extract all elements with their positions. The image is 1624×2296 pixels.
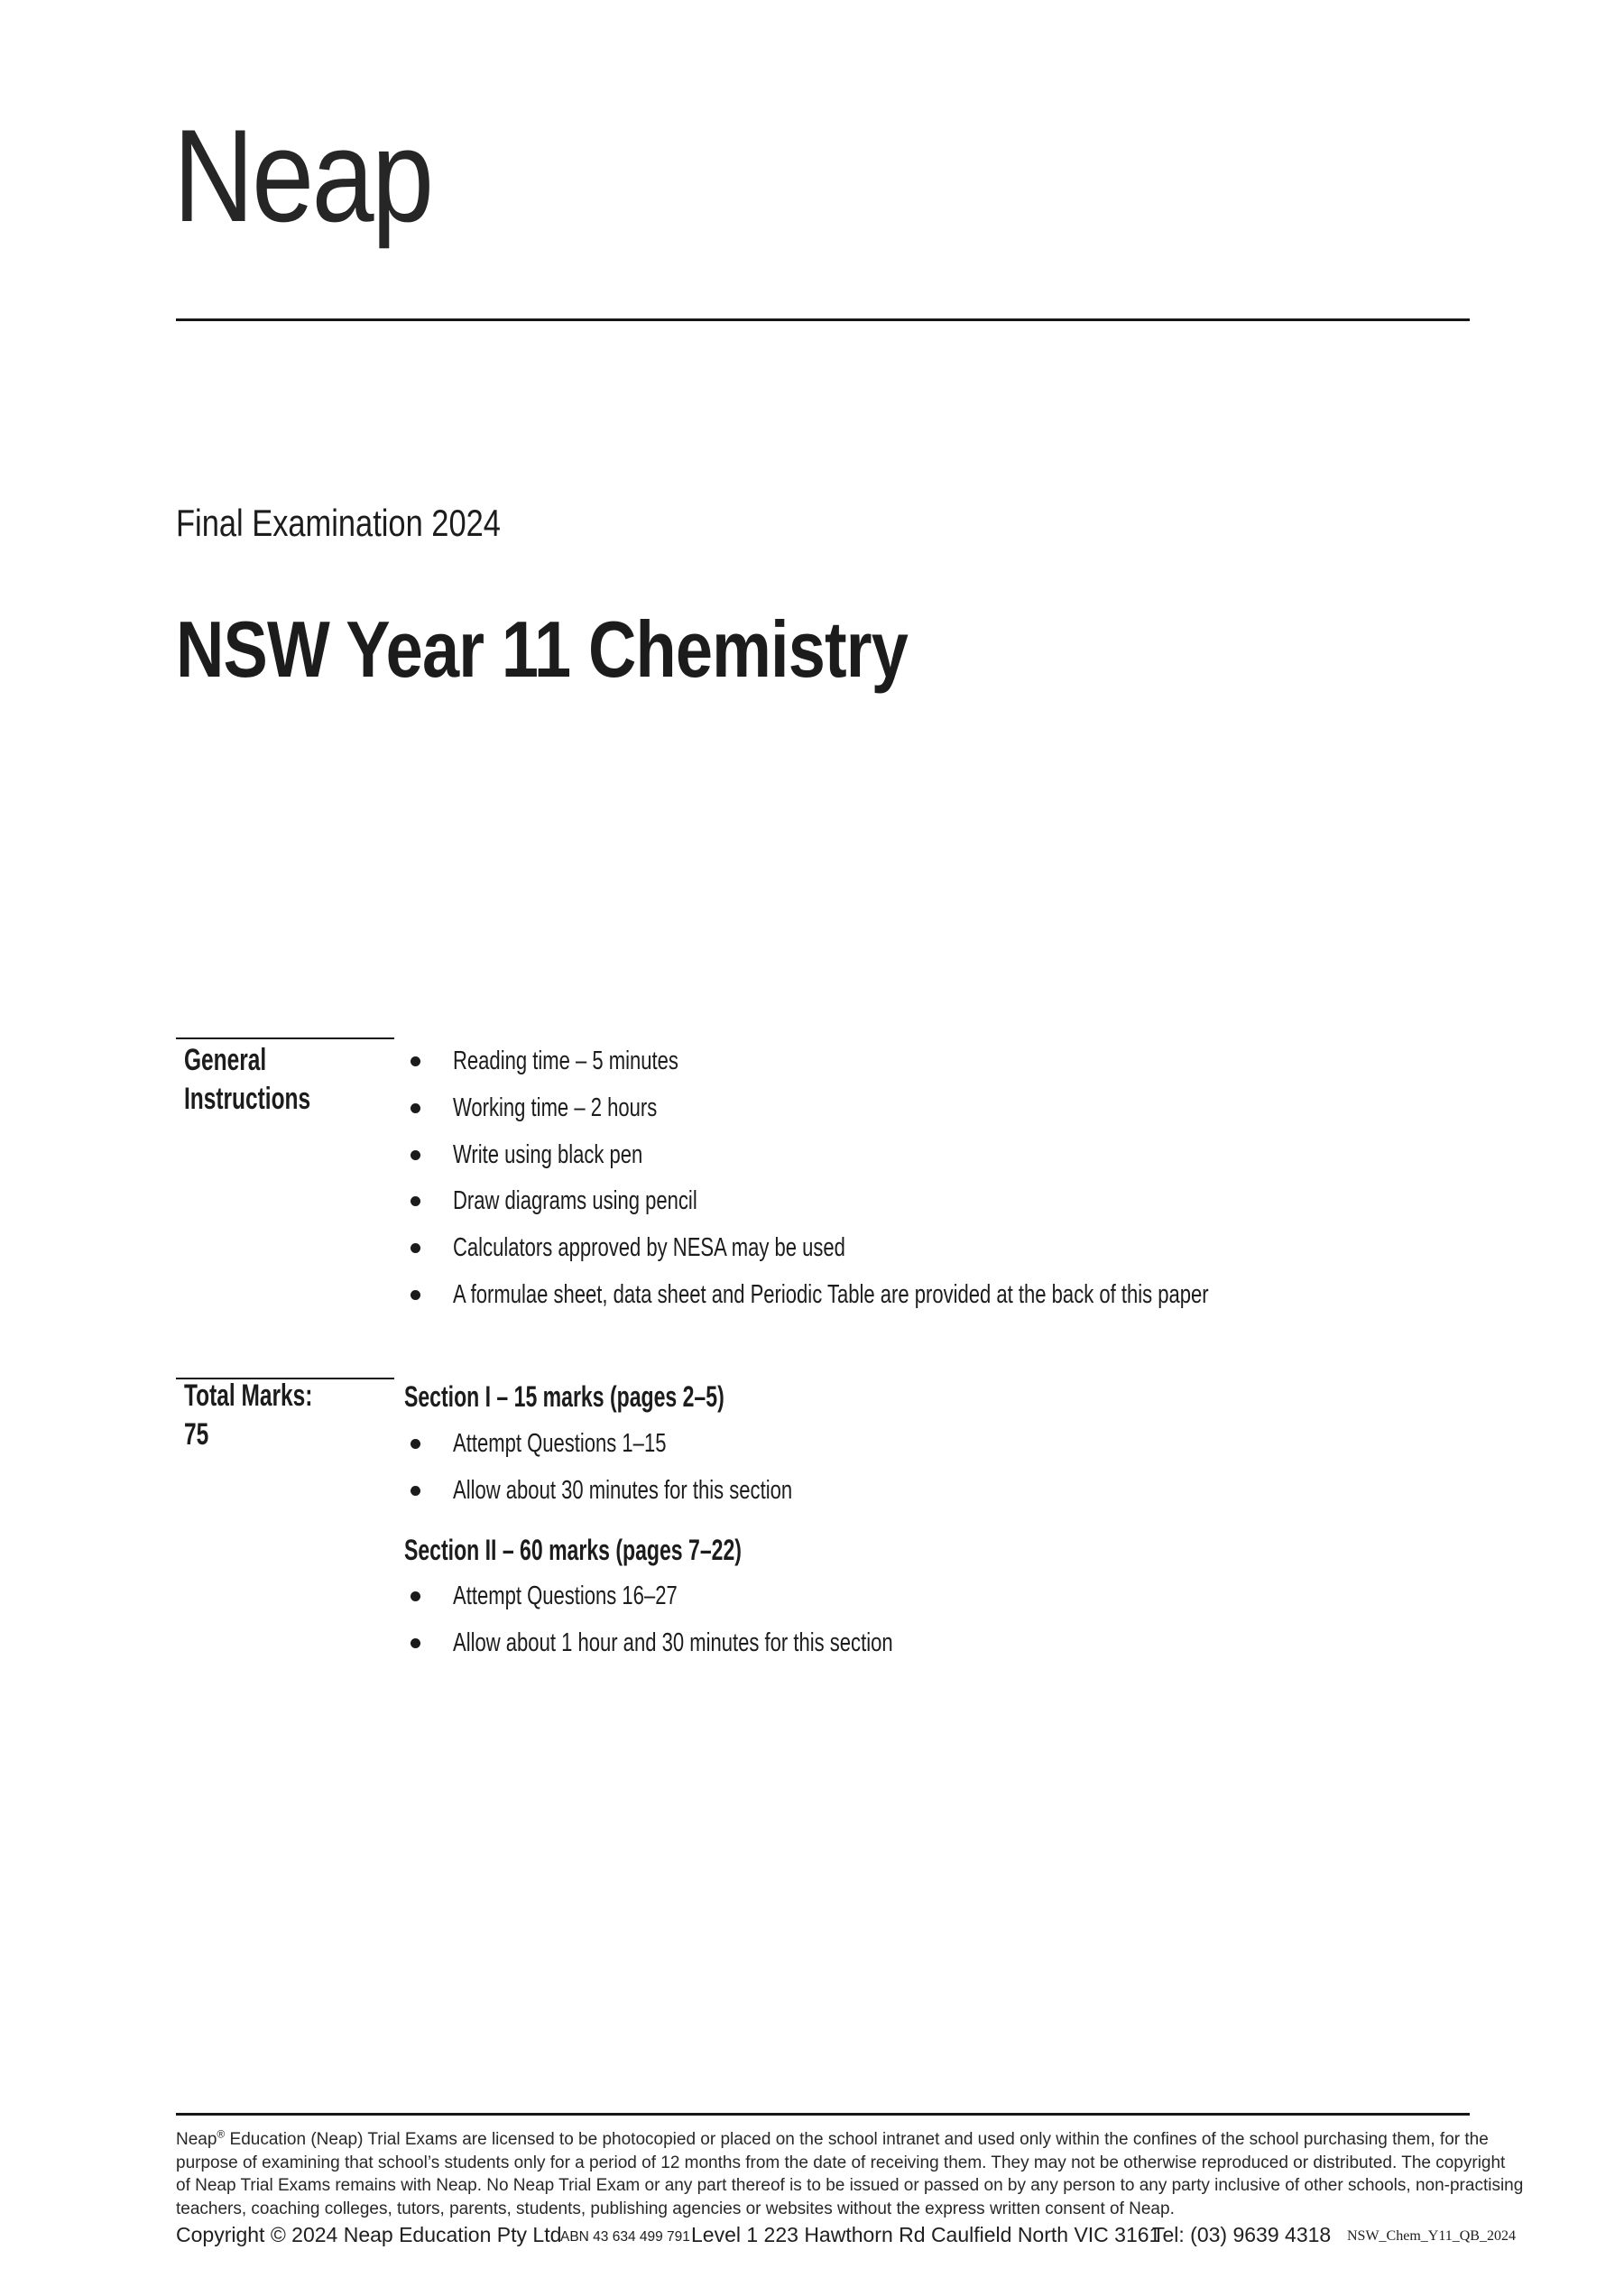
item-text: Working time – 2 hours xyxy=(453,1093,658,1123)
item-text: Write using black pen xyxy=(453,1139,643,1169)
general-instructions-list xyxy=(411,1038,1447,1318)
general-instructions-label-line1: General xyxy=(184,1043,267,1077)
item-text: Calculators approved by NESA may be used xyxy=(453,1233,845,1263)
exam-title: NSW Year 11 Chemistry xyxy=(176,604,908,694)
bullet-icon xyxy=(411,1290,420,1300)
item-text: A formulae sheet, data sheet and Periodic Table are provided at the back of this paper xyxy=(453,1279,1209,1309)
exam-series-heading: Final Examination 2024 xyxy=(176,502,501,544)
bullet-icon xyxy=(411,1243,420,1253)
list-item xyxy=(411,1421,900,1468)
document-code: NSW_Chem_Y11_QB_2024 xyxy=(1347,2228,1516,2244)
bullet-icon xyxy=(411,1103,420,1113)
section-1-heading: Section I – 15 marks (pages 2–5) xyxy=(404,1380,724,1413)
license-text xyxy=(176,2128,1523,2221)
item-text: Draw diagrams using pencil xyxy=(453,1186,697,1216)
bullet-icon xyxy=(411,1486,420,1496)
section-2-heading: Section II – 60 marks (pages 7–22) xyxy=(404,1534,742,1566)
header-divider-rule xyxy=(176,318,1470,321)
section-1-list xyxy=(411,1421,900,1514)
item-text: Attempt Questions 16–27 xyxy=(453,1581,678,1611)
footer-rule xyxy=(176,2113,1470,2116)
list-item xyxy=(411,1620,1032,1667)
list-item xyxy=(411,1038,1447,1085)
list-item xyxy=(411,1131,1447,1178)
list-item xyxy=(411,1573,1032,1620)
neap-logo xyxy=(173,102,477,249)
abn-text: ABN 43 634 499 791 xyxy=(560,2229,690,2245)
bullet-icon xyxy=(411,1196,420,1206)
bullet-icon xyxy=(411,1638,420,1648)
license-brand: Neap xyxy=(176,2130,217,2149)
list-item xyxy=(411,1468,900,1515)
list-item xyxy=(411,1178,1447,1225)
neap-logo-text: Neap xyxy=(173,102,432,249)
bullet-icon xyxy=(411,1150,420,1160)
bullet-icon xyxy=(411,1439,420,1449)
list-item xyxy=(411,1271,1447,1318)
bullet-icon xyxy=(411,1056,420,1066)
license-line: purpose of examining that school’s students only for a period of 12 months from the date of receiving them. They may not be otherwise reproduced or distributed. The copyright xyxy=(176,2153,1506,2172)
item-text: Allow about 30 minutes for this section xyxy=(453,1476,793,1506)
bullet-icon xyxy=(411,1591,420,1601)
general-instructions-label-line2: Instructions xyxy=(184,1082,311,1116)
general-instructions-label xyxy=(184,1041,360,1119)
telephone-text: Tel: (03) 9639 4318 xyxy=(1152,2223,1332,2246)
item-text: Allow about 1 hour and 30 minutes for this section xyxy=(453,1628,893,1658)
list-item xyxy=(411,1225,1447,1272)
list-item xyxy=(411,1085,1447,1132)
license-line: teachers, coaching colleges, tutors, parents, students, publishing agencies or websites without the express written consent of Neap. xyxy=(176,2199,1175,2219)
general-instructions-rule xyxy=(176,1037,394,1039)
section-2-list xyxy=(411,1573,1032,1666)
total-marks-label-text: Total Marks: xyxy=(184,1379,313,1413)
item-text: Reading time – 5 minutes xyxy=(453,1047,678,1076)
total-marks-label xyxy=(184,1377,363,1454)
item-text: Attempt Questions 1–15 xyxy=(453,1429,667,1459)
address-text: Level 1 223 Hawthorn Rd Caulfield North VIC 3161 xyxy=(691,2223,1161,2246)
copyright-text: Copyright © 2024 Neap Education Pty Ltd xyxy=(176,2223,562,2246)
total-marks-value: 75 xyxy=(184,1417,209,1452)
license-line: Neap® Education (Neap) Trial Exams are licensed to be photocopied or placed on the school intranet and used only within the confines of the school purchasing them, for the xyxy=(176,2127,1489,2149)
registered-trademark-icon: ® xyxy=(217,2127,226,2141)
license-line: of Neap Trial Exams remains with Neap. No Neap Trial Exam or any part thereof is to be issued or passed on by any person to any party inclusive of other schools, non-practising xyxy=(176,2176,1524,2196)
